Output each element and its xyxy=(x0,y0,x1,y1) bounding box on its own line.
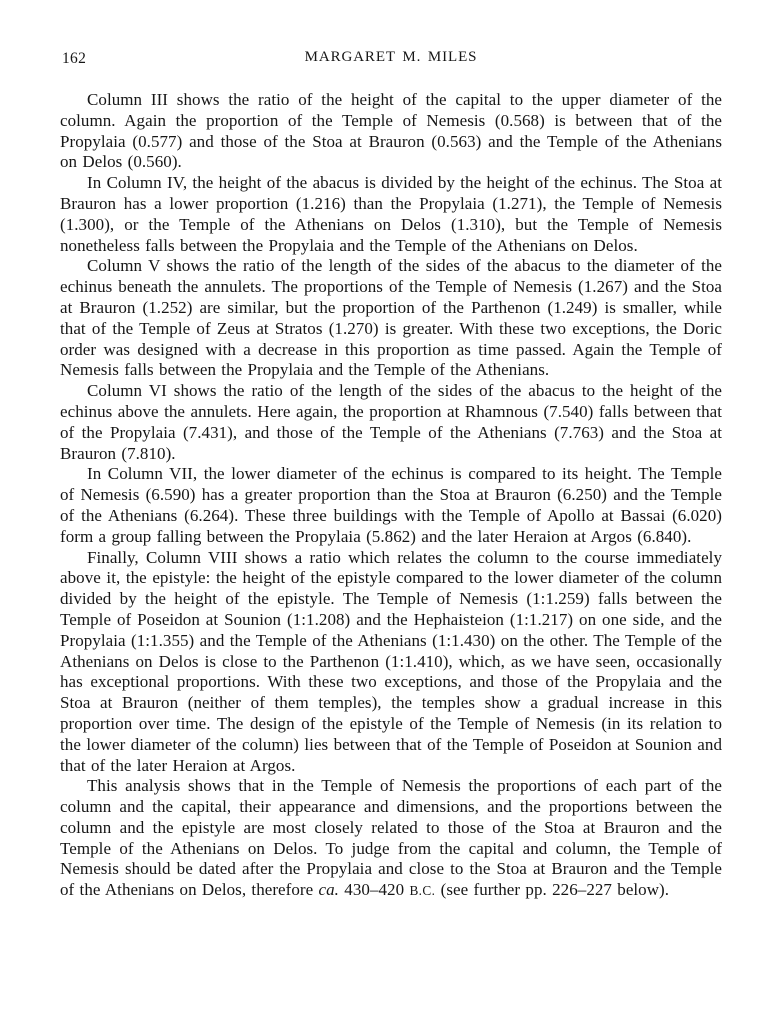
paragraph-conclusion xyxy=(60,776,722,902)
conclusion-date-range: 430–420 xyxy=(338,880,410,900)
conclusion-circa-italic: ca. xyxy=(318,880,339,900)
running-head-author: MARGARET M. MILES xyxy=(304,49,478,65)
conclusion-text-after: (see further pp. 226–227 below). xyxy=(435,880,670,900)
paragraph-column-iii: Column III shows the ratio of the height of the capital to the upper diameter of the column. Again the proportion of the Temple of Nemesis (0.568) is between that of the Propylaia (0.577) and those of the Stoa at Brauron (0.563) and the Temple of the Athenians on Delos (0.560). xyxy=(60,90,722,172)
conclusion-text-before-ca: This analysis shows that in the Temple of Nemesis the proportions of each part of the column and the capital, their appearance and dimensions, and the proportions between the column and the epistyle are most closely related to those of the Stoa at Brauron and the Temple of the Athenians on Delos. To judge from the capital and column, the Temple of Nemesis should be dated after the Propylaia and close to the Stoa at Brauron and the Temple of the Athenians on Delos, therefore xyxy=(60,776,722,900)
page-number: 162 xyxy=(62,50,87,67)
paragraph-column-vii: In Column VII, the lower diameter of the echinus is compared to its height. The Temple of Nemesis (6.590) has a greater proportion than the Stoa at Brauron (6.250) and the Temple of the Athenians (6.264). These three buildings with the Temple of Apollo at Bassai (6.020) form a group falling between the Propylaia (5.862) and the later Heraion at Argos (6.840). xyxy=(60,464,722,546)
paragraph-column-iv: In Column IV, the height of the abacus is divided by the height of the echinus. The Stoa at Brauron has a lower proportion (1.216) than the Propylaia (1.271), the Temple of Nemesis (1.300), or the Temple of the Athenians on Delos (1.310), but the Temple of Nemesis nonetheless falls between the Propylaia and the Temple of the Athenians on Delos. xyxy=(60,173,722,255)
running-header xyxy=(0,49,782,69)
article-body xyxy=(60,90,722,902)
paragraph-column-viii: Finally, Column VIII shows a ratio which relates the column to the course immediately above it, the epistyle: the height of the epistyle compared to the lower diameter of the column divided by the height of the epistyle. The Temple of Nemesis (1:1.259) falls between the Temple of Poseidon at Sounion (1:1.208) and the Hephaisteion (1:1.217) on one side, and the Propylaia (1:1.355) and the Temple of the Athenians (1:1.430) on the other. The Temple of the Athenians on Delos is close to the Parthenon (1:1.410), which, as we have seen, occasionally has exceptional proportions. With these two exceptions, and those of the Propylaia and the Stoa at Brauron (neither of them temples), the temples show a gradual increase in this proportion over time. The design of the epistyle of the Temple of Nemesis (in its relation to the lower diameter of the column) lies between that of the Temple of Poseidon at Sounion and that of the later Heraion at Argos. xyxy=(60,547,722,775)
paragraph-column-v: Column V shows the ratio of the length of the sides of the abacus to the diameter of the echinus beneath the annulets. The proportions of the Temple of Nemesis (1.267) and the Stoa at Brauron (1.252) are similar, but the proportion of the Parthenon (1.249) is smaller, while that of the Temple of Zeus at Stratos (1.270) is greater. With these two exceptions, the Doric order was designed with a decrease in this proportion as time passed. Again the Temple of Nemesis falls between the Propylaia and the Temple of the Athenians. xyxy=(60,256,722,380)
conclusion-bc-smallcaps: B.C. xyxy=(409,883,436,899)
paragraph-column-vi: Column VI shows the ratio of the length of the sides of the abacus to the height of the echinus above the annulets. Here again, the proportion at Rhamnous (7.540) falls between that of the Propylaia (7.431), and those of the Temple of the Athenians (7.763) and the Stoa at Brauron (7.810). xyxy=(60,381,722,463)
